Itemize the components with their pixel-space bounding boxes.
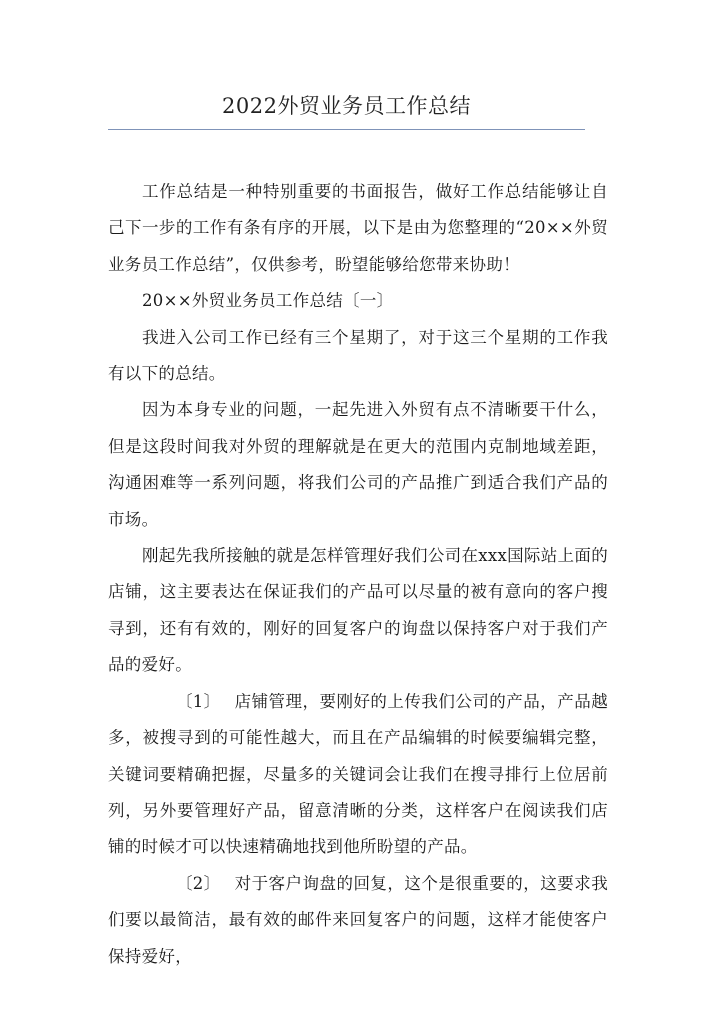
body-paragraph: 我进入公司工作已经有三个星期了，对于这三个星期的工作我有以下的总结。 bbox=[108, 327, 608, 384]
list-item-text: 对于客户询盘的回复，这个是很重要的，这要求我们要以最简洁，最有效的邮件来回复客户的问题，这样才能使客户保持爱好， bbox=[108, 873, 608, 966]
document-body bbox=[108, 174, 608, 975]
title-divider bbox=[108, 129, 585, 130]
body-paragraph: 因为本身专业的问题，一起先进入外贸有点不清晰要干什么，但是这段时间我对外贸的理解就是在更大的范围内克制地域差距，沟通困难等一系列问题，将我们公司的产品推广到适合我们产品的市场。 bbox=[108, 400, 608, 529]
list-item-text: 店铺管理，要刚好的上传我们公司的产品，产品越多，被搜寻到的可能性越大，而且在产品编辑的时候要编辑完整，关键词要精确把握，尽量多的关键词会让我们在搜寻排行上位居前列，另外要管理好产品，留意清晰的分类，这样客户在阅读我们店铺的时候才可以快速精确地找到他所盼望的产品。 bbox=[108, 691, 608, 857]
list-item bbox=[108, 684, 608, 866]
body-paragraph: 刚起先我所接触的就是怎样管理好我们公司在xxx国际站上面的店铺，这主要表达在保证我们的产品可以尽量的被有意向的客户搜寻到，还有有效的，刚好的回复客户的询盘以保持客户对于我们产品的爱好。 bbox=[108, 546, 608, 675]
list-item-number: 〔2〕 bbox=[176, 873, 221, 893]
list-item bbox=[108, 866, 608, 975]
list-item-number: 〔1〕 bbox=[176, 691, 221, 711]
intro-paragraph: 工作总结是一种特别重要的书面报告，做好工作总结能够让自己下一步的工作有条有序的开展，以下是由为您整理的“20××外贸业务员工作总结”，仅供参考，盼望能够给您带来协助！ bbox=[108, 182, 608, 274]
document-title: 2022外贸业务员工作总结 bbox=[222, 94, 471, 118]
section-heading: 20××外贸业务员工作总结〔一〕 bbox=[142, 291, 394, 311]
